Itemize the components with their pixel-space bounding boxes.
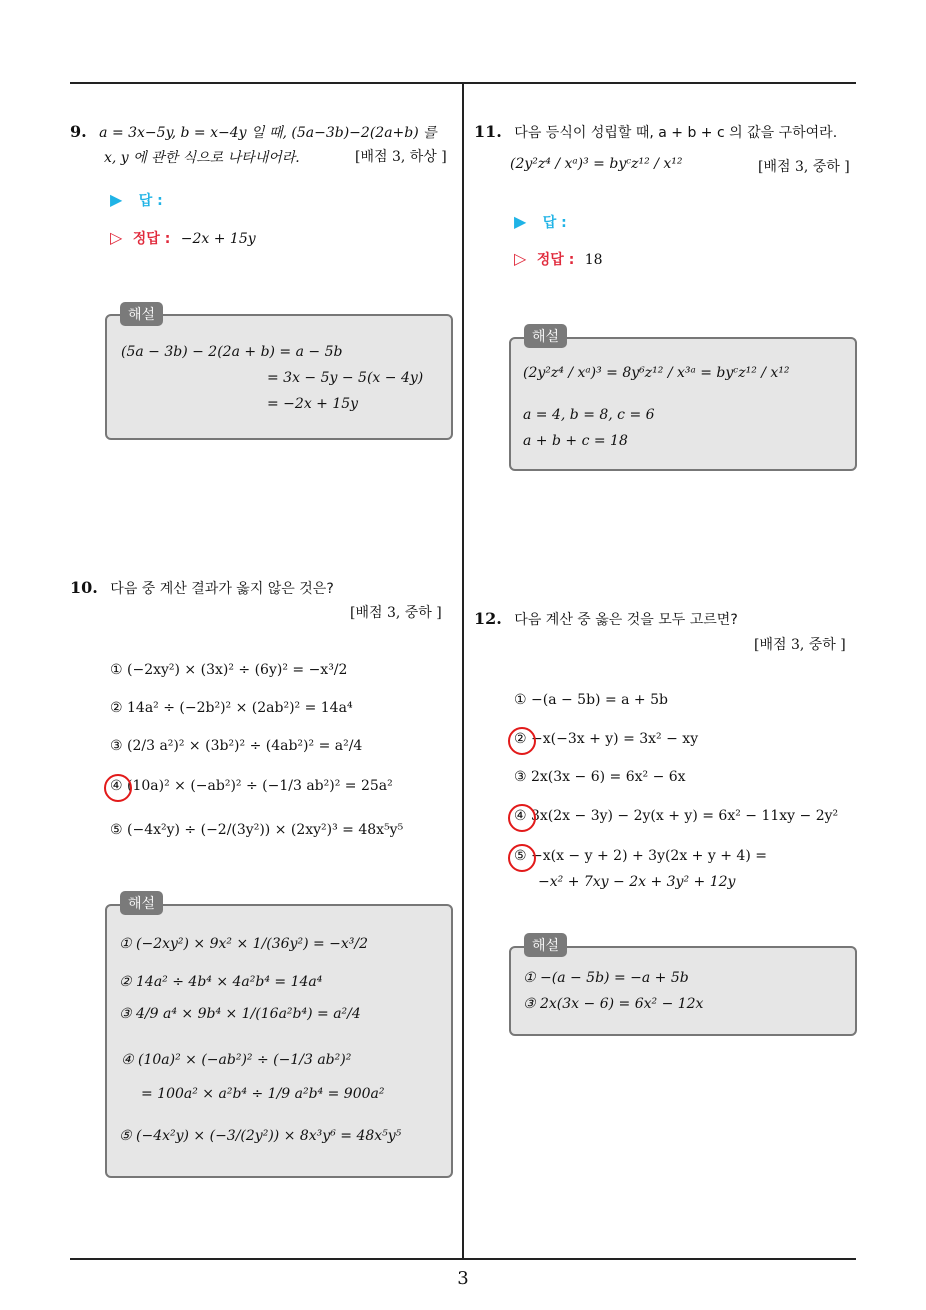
explain-line: ③ 2x(3x − 6) = 6x² − 12x [523, 996, 704, 1012]
option-5[interactable]: ⑤ −x(x − y + 2) + 3y(2x + y + 4) = [514, 848, 767, 864]
explain-line: a = 4, b = 8, c = 6 [523, 407, 655, 423]
question-number: 11. [474, 122, 502, 141]
explanation-box [105, 314, 453, 440]
question-text: 다음 계산 중 옳은 것을 모두 고르면? [514, 612, 738, 628]
correct-value: −2x + 15y [180, 231, 256, 247]
option-4[interactable]: ④ (10a)² × (−ab²)² ÷ (−1/3 ab²)² = 25a² [110, 778, 393, 794]
selected-answer-circle [104, 774, 132, 802]
question-number: 9. [70, 122, 87, 141]
explain-line: ⑤ (−4x²y) × (−3/(2y²)) × 8x³y⁶ = 48x⁵y⁵ [119, 1128, 402, 1144]
correct-label: 정답 : [132, 231, 171, 247]
explanation-box [105, 904, 453, 1178]
question-10 [70, 574, 460, 602]
explanation-tag: 해설 [524, 933, 567, 957]
option-3[interactable]: ③ (2/3 a²)² × (3b²)² ÷ (4ab²)² = a²/4 [110, 738, 363, 754]
explain-line: ② 14a² ÷ 4b⁴ × 4a²b⁴ = 14a⁴ [119, 974, 323, 990]
answer-arrow-icon: ▶ [110, 190, 123, 209]
option-5-continued: −x² + 7xy − 2x + 3y² + 12y [538, 874, 736, 890]
question-12 [474, 605, 864, 633]
option-4[interactable]: ④ 3x(2x − 3y) − 2y(x + y) = 6x² − 11xy − 2y² [514, 808, 839, 824]
correct-answer-row [514, 249, 603, 269]
explanation-tag: 해설 [120, 302, 163, 326]
answer-row [110, 190, 163, 210]
question-text: 다음 등식이 성립할 때, a + b + c 의 값을 구하여라. [514, 125, 838, 141]
option-1[interactable]: ① (−2xy²) × (3x)² ÷ (6y)² = −x³/2 [110, 662, 348, 678]
explain-line: (2y²z⁴ / xᵃ)³ = 8y⁶z¹² / x³ᵃ = byᶜz¹² / x¹² [523, 365, 790, 381]
question-number: 10. [70, 578, 98, 597]
selected-answer-circle [508, 804, 536, 832]
selected-answer-circle [508, 727, 536, 755]
score-label: [배점 3, 하상 ] [355, 149, 447, 165]
question-number: 12. [474, 609, 502, 628]
option-2[interactable]: ② −x(−3x + y) = 3x² − xy [514, 731, 699, 747]
question-text-line1: a = 3x−5y, b = x−4y 일 때, (5a−3b)−2(2a+b) 를 [99, 125, 437, 141]
option-3[interactable]: ③ 2x(3x − 6) = 6x² − 6x [514, 769, 686, 785]
option-1[interactable]: ① −(a − 5b) = a + 5b [514, 692, 668, 708]
answer-arrow-icon: ▶ [514, 212, 527, 231]
question-11 [474, 118, 864, 146]
score-label: [배점 3, 중하 ] [758, 159, 850, 175]
score-label: [배점 3, 중하 ] [754, 637, 846, 653]
explain-line: = −2x + 15y [267, 396, 359, 412]
answer-row [514, 212, 567, 232]
explain-line: ① (−2xy²) × 9x² × 1/(36y²) = −x³/2 [119, 936, 369, 952]
explain-line: a + b + c = 18 [523, 433, 628, 449]
explanation-tag: 해설 [524, 324, 567, 348]
column-divider [462, 82, 464, 1258]
bottom-rule [70, 1258, 856, 1260]
explain-line: = 3x − 5y − 5(x − 4y) [267, 370, 424, 386]
question-text-line2: x, y 에 관한 식으로 나타내어라. [104, 150, 300, 166]
score-label: [배점 3, 중하 ] [350, 605, 442, 621]
equation: (2y²z⁴ / xᵃ)³ = byᶜz¹² / x¹² [510, 156, 683, 172]
correct-answer-row [110, 228, 256, 248]
answer-label: 답 : [542, 215, 567, 231]
explain-line: = 100a² × a²b⁴ ÷ 1/9 a²b⁴ = 900a² [141, 1086, 385, 1102]
explain-line: ④ (10a)² × (−ab²)² ÷ (−1/3 ab²)² [121, 1052, 352, 1068]
answer-label: 답 : [138, 193, 163, 209]
option-2[interactable]: ② 14a² ÷ (−2b²)² × (2ab²)² = 14a⁴ [110, 700, 353, 716]
correct-arrow-icon: ▷ [110, 228, 123, 247]
explanation-tag: 해설 [120, 891, 163, 915]
explain-line: ① −(a − 5b) = −a + 5b [523, 970, 689, 986]
correct-value: 18 [584, 252, 603, 268]
explain-line: (5a − 3b) − 2(2a + b) = a − 5b [121, 344, 343, 360]
explanation-box [509, 946, 857, 1036]
page-number: 3 [457, 1268, 469, 1289]
correct-arrow-icon: ▷ [514, 249, 527, 268]
question-text: 다음 중 계산 결과가 옳지 않은 것은? [110, 581, 334, 597]
option-5[interactable]: ⑤ (−4x²y) ÷ (−2/(3y²)) × (2xy²)³ = 48x⁵y⁵ [110, 822, 404, 838]
selected-answer-circle [508, 844, 536, 872]
correct-label: 정답 : [536, 252, 575, 268]
explanation-box [509, 337, 857, 471]
explain-line: ③ 4/9 a⁴ × 9b⁴ × 1/(16a²b⁴) = a²/4 [119, 1006, 361, 1022]
